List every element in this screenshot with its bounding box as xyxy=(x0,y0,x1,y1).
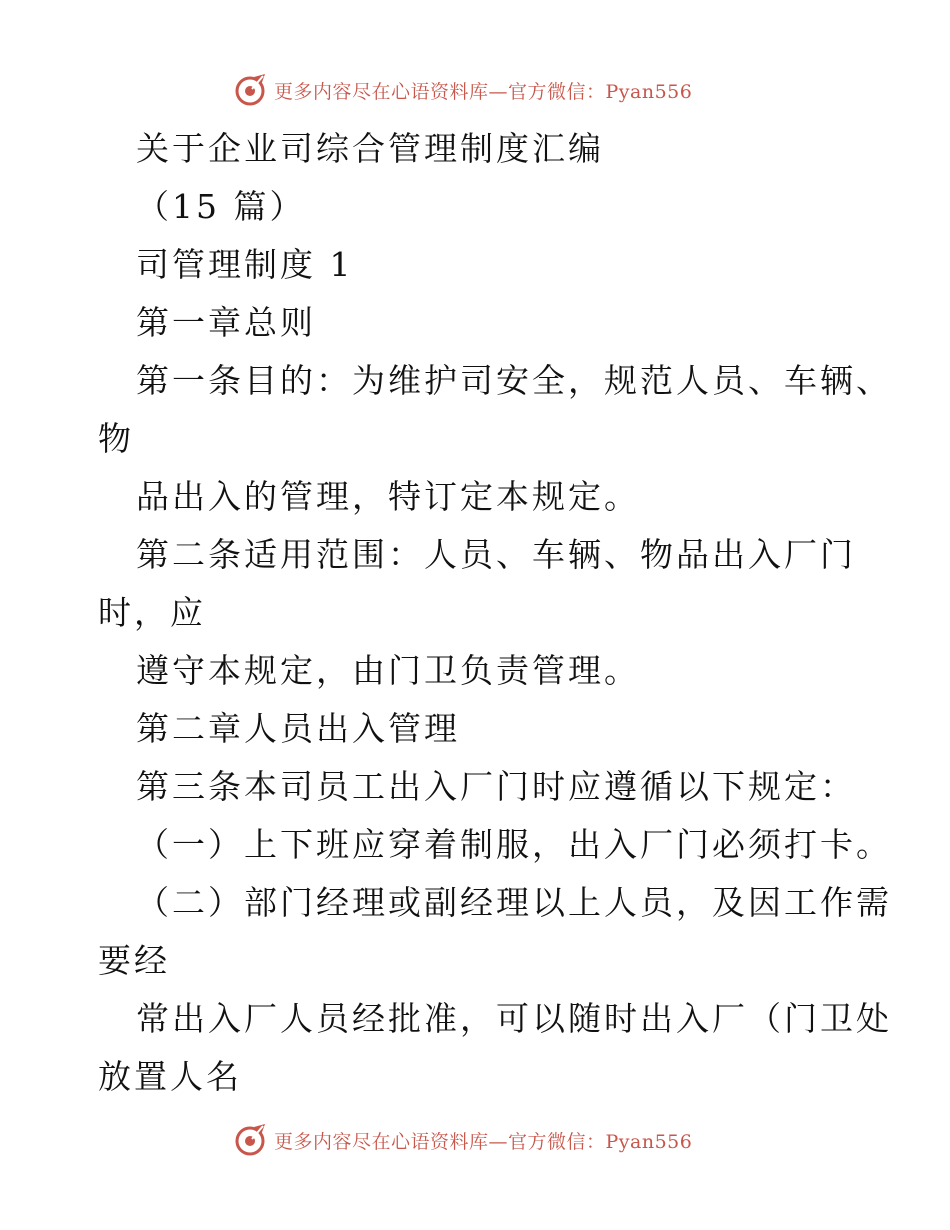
text-line: 常出入厂人员经批准，可以随时出入厂（门卫处 xyxy=(136,999,892,1038)
text-line: 第二章人员出入管理 xyxy=(136,709,460,748)
brand-logo-icon xyxy=(234,1123,268,1157)
text-line: （二）部门经理或副经理以上人员，及因工作需 xyxy=(136,883,892,922)
text-line: 时，应 xyxy=(98,593,206,632)
watermark-text: 更多内容尽在心语资料库—官方微信：Pyan556 xyxy=(274,80,693,103)
brand-logo-icon xyxy=(234,73,268,107)
text-line: 第三条本司员工出入厂门时应遵循以下规定： xyxy=(136,767,856,806)
watermark-text: 更多内容尽在心语资料库—官方微信：Pyan556 xyxy=(274,1130,693,1153)
text-line: 司管理制度 1 xyxy=(136,245,354,284)
text-line: 第一条目的：为维护司安全，规范人员、车辆、 xyxy=(136,361,892,400)
text-line: 第二条适用范围：人员、车辆、物品出入厂门 xyxy=(136,535,856,574)
watermark-banner-top xyxy=(234,70,692,110)
text-line: （15 篇） xyxy=(136,187,306,226)
text-line: 关于企业司综合管理制度汇编 xyxy=(136,129,604,168)
text-line: 要经 xyxy=(98,941,170,980)
watermark-banner-bottom xyxy=(234,1120,692,1160)
text-line: 品出入的管理，特订定本规定。 xyxy=(136,477,640,516)
text-line: 物 xyxy=(98,419,134,458)
text-line: 放置人名 xyxy=(98,1057,242,1096)
text-line: 遵守本规定，由门卫负责管理。 xyxy=(136,651,640,690)
text-line: 第一章总则 xyxy=(136,303,316,342)
text-line: （一）上下班应穿着制服，出入厂门必须打卡。 xyxy=(136,825,892,864)
